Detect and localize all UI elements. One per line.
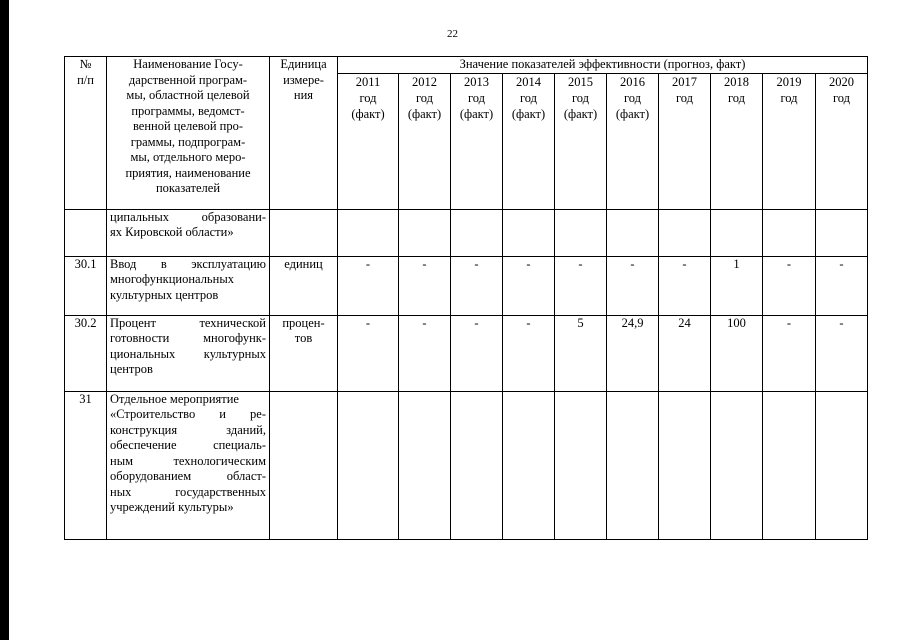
value-cell: 1 xyxy=(711,256,763,315)
value-cell: - xyxy=(451,315,503,391)
row-unit: единиц xyxy=(270,256,338,315)
value-cell xyxy=(451,209,503,256)
value-cell xyxy=(816,209,868,256)
table-row xyxy=(65,315,868,391)
header-year-2018: 2018 год xyxy=(711,73,763,209)
header-year-2019: 2019 год xyxy=(763,73,816,209)
value-cell: - xyxy=(816,315,868,391)
value-cell: - xyxy=(503,256,555,315)
table-body xyxy=(65,209,868,539)
table-row xyxy=(65,256,868,315)
row-name: Процент технической готовности многофунк- циональных культурных центров xyxy=(107,315,270,391)
page-number: 22 xyxy=(447,28,458,40)
header-year-2013: 2013 год (факт) xyxy=(451,73,503,209)
value-cell xyxy=(711,209,763,256)
value-cell: - xyxy=(659,256,711,315)
value-cell xyxy=(816,391,868,539)
value-cell xyxy=(338,209,399,256)
value-cell: 24 xyxy=(659,315,711,391)
header-year-2014: 2014 год (факт) xyxy=(503,73,555,209)
value-cell: - xyxy=(607,256,659,315)
header-year-2017: 2017 год xyxy=(659,73,711,209)
value-cell: - xyxy=(763,256,816,315)
row-name: ципальных образовани- ях Кировской области» xyxy=(107,209,270,256)
value-cell xyxy=(503,209,555,256)
indicators-table xyxy=(64,56,868,540)
row-unit xyxy=(270,209,338,256)
value-cell: - xyxy=(555,256,607,315)
value-cell xyxy=(763,209,816,256)
value-cell xyxy=(399,209,451,256)
row-unit xyxy=(270,391,338,539)
header-year-2012: 2012 год (факт) xyxy=(399,73,451,209)
row-num: 31 xyxy=(65,391,107,539)
value-cell xyxy=(659,391,711,539)
value-cell: - xyxy=(503,315,555,391)
row-num: 30.2 xyxy=(65,315,107,391)
value-cell: 100 xyxy=(711,315,763,391)
scan-edge xyxy=(0,0,9,640)
header-year-2015: 2015 год (факт) xyxy=(555,73,607,209)
header-values-title: Значение показателей эффективности (прогноз, факт) xyxy=(338,57,868,74)
value-cell: - xyxy=(338,315,399,391)
value-cell xyxy=(555,209,607,256)
value-cell xyxy=(659,209,711,256)
value-cell xyxy=(451,391,503,539)
row-name: Ввод в эксплуатацию многофункциональных культурных центров xyxy=(107,256,270,315)
value-cell xyxy=(503,391,555,539)
value-cell xyxy=(399,391,451,539)
row-num xyxy=(65,209,107,256)
row-unit: процен- тов xyxy=(270,315,338,391)
value-cell: - xyxy=(399,315,451,391)
row-name: Отдельное мероприятие «Строительство и ре- конструкция зданий, обеспечение специаль- ным технологическим оборудованием област- ных государственных учреждений культуры» xyxy=(107,391,270,539)
value-cell xyxy=(338,391,399,539)
value-cell: - xyxy=(451,256,503,315)
header-year-2016: 2016 год (факт) xyxy=(607,73,659,209)
table-row xyxy=(65,391,868,539)
table-header xyxy=(65,57,868,210)
header-num: № п/п xyxy=(65,57,107,210)
value-cell xyxy=(711,391,763,539)
value-cell: - xyxy=(399,256,451,315)
value-cell xyxy=(607,209,659,256)
value-cell: 24,9 xyxy=(607,315,659,391)
row-num: 30.1 xyxy=(65,256,107,315)
value-cell: - xyxy=(763,315,816,391)
header-year-2020: 2020 год xyxy=(816,73,868,209)
table-row xyxy=(65,209,868,256)
value-cell: 5 xyxy=(555,315,607,391)
header-unit: Единица измере- ния xyxy=(270,57,338,210)
value-cell: - xyxy=(816,256,868,315)
value-cell xyxy=(555,391,607,539)
header-name: Наименование Госу- дарственной програм- мы, областной целевой программы, ведомст- венной целевой про- граммы, подпрограм- мы, отдельного меро- приятия, наименование показателей xyxy=(107,57,270,210)
header-year-2011: 2011 год (факт) xyxy=(338,73,399,209)
value-cell: - xyxy=(338,256,399,315)
value-cell xyxy=(763,391,816,539)
value-cell xyxy=(607,391,659,539)
